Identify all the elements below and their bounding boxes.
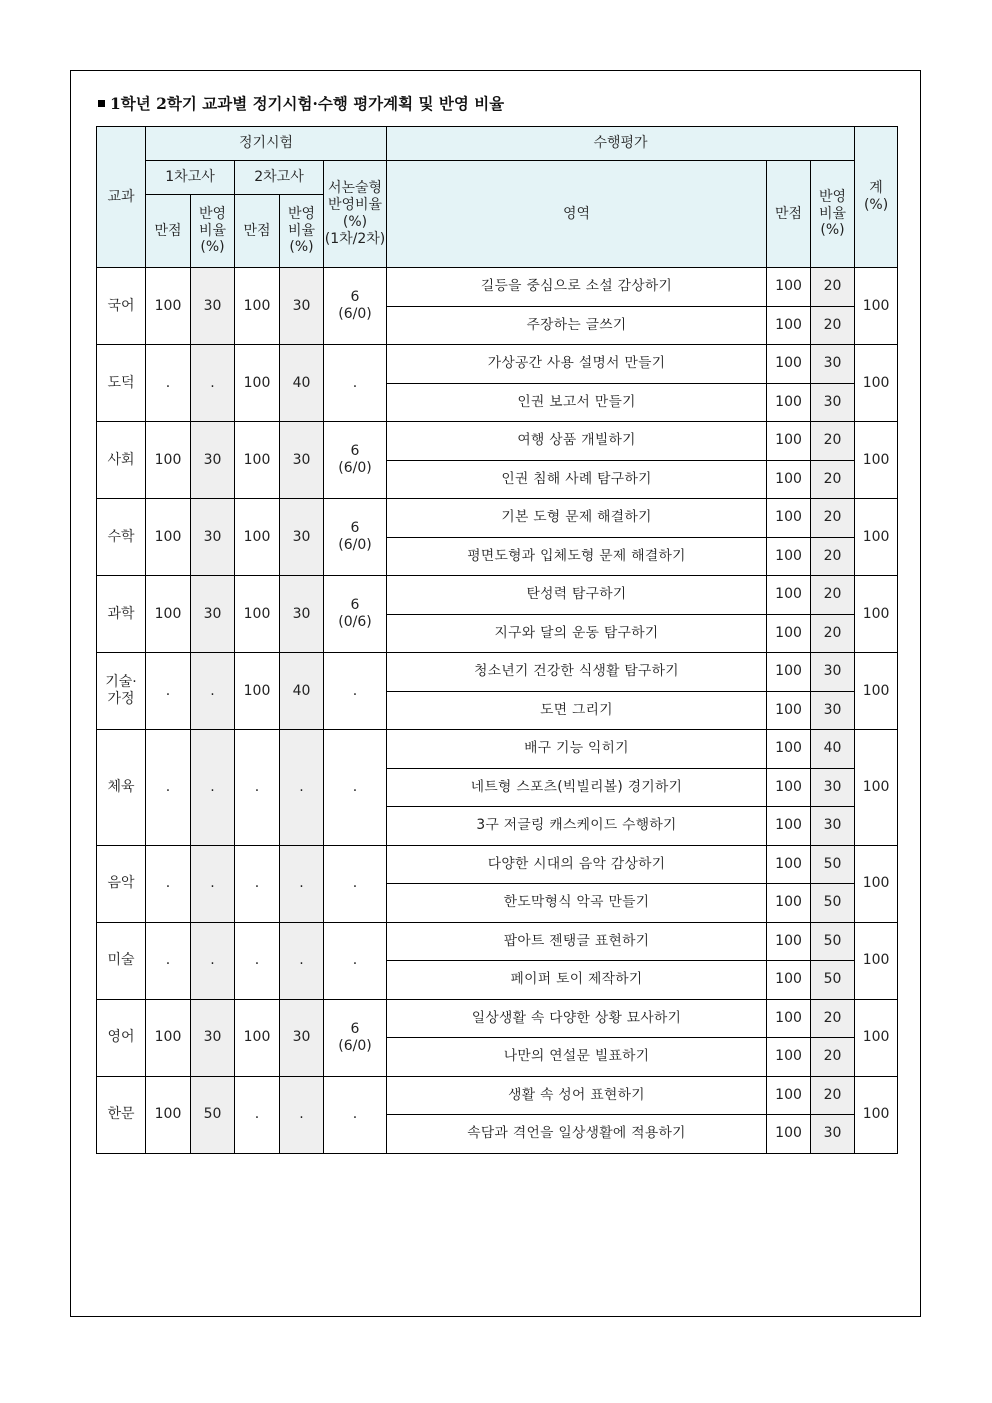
exam2-full-score: 100 (235, 268, 280, 345)
exam1-full-score: 100 (146, 499, 191, 576)
performance-ratio: 50 (811, 922, 855, 961)
subject-total: 100 (855, 922, 898, 999)
subject-name: 영어 (97, 999, 146, 1076)
subject-total: 100 (855, 845, 898, 922)
essay-ratio: 6 (6/0) (324, 268, 387, 345)
table-body (97, 268, 898, 1154)
performance-area: 평면도형과 입체도형 문제 해결하기 (387, 537, 767, 576)
exam2-full-score: 100 (235, 499, 280, 576)
subject-total: 100 (855, 268, 898, 345)
exam2-ratio: 30 (280, 499, 324, 576)
exam2-ratio: 30 (280, 268, 324, 345)
performance-area: 도면 그리기 (387, 691, 767, 730)
subject-name: 음악 (97, 845, 146, 922)
exam2-ratio: 40 (280, 345, 324, 422)
performance-ratio: 20 (811, 460, 855, 499)
performance-full-score: 100 (767, 999, 811, 1038)
subject-total: 100 (855, 653, 898, 730)
header-total: 계 (%) (855, 127, 898, 268)
performance-ratio: 30 (811, 653, 855, 692)
header-perf-full: 만점 (767, 161, 811, 268)
performance-full-score: 100 (767, 499, 811, 538)
header-exam1-full: 만점 (146, 195, 191, 268)
performance-area: 길등을 중심으로 소설 감상하기 (387, 268, 767, 307)
table-row (97, 268, 898, 307)
evaluation-table (96, 126, 898, 1154)
performance-full-score: 100 (767, 922, 811, 961)
performance-full-score: 100 (767, 1038, 811, 1077)
exam1-full-score: . (146, 653, 191, 730)
performance-full-score: 100 (767, 884, 811, 923)
performance-full-score: 100 (767, 537, 811, 576)
subject-name: 도덕 (97, 345, 146, 422)
essay-ratio: . (324, 1076, 387, 1153)
performance-area: 생활 속 성어 표현하기 (387, 1076, 767, 1115)
table-row (97, 499, 898, 538)
exam1-ratio: 30 (191, 268, 235, 345)
exam2-ratio: . (280, 922, 324, 999)
essay-ratio: . (324, 730, 387, 846)
performance-area: 다양한 시대의 음악 감상하기 (387, 845, 767, 884)
performance-area: 팝아트 젠탱글 표현하기 (387, 922, 767, 961)
exam1-ratio: 30 (191, 499, 235, 576)
performance-full-score: 100 (767, 345, 811, 384)
performance-area: 일상생활 속 다양한 상황 묘사하기 (387, 999, 767, 1038)
subject-total: 100 (855, 1076, 898, 1153)
exam2-ratio: 40 (280, 653, 324, 730)
subject-name: 수학 (97, 499, 146, 576)
performance-ratio: 20 (811, 614, 855, 653)
performance-area: 기본 도형 문제 해결하기 (387, 499, 767, 538)
header-perf-ratio: 반영 비율 (%) (811, 161, 855, 268)
performance-ratio: 30 (811, 1115, 855, 1154)
performance-area: 주장하는 글쓰기 (387, 306, 767, 345)
exam1-ratio: 30 (191, 999, 235, 1076)
performance-full-score: 100 (767, 845, 811, 884)
essay-ratio: 6 (0/6) (324, 576, 387, 653)
exam1-ratio: 50 (191, 1076, 235, 1153)
header-area: 영역 (387, 161, 767, 268)
table-row (97, 999, 898, 1038)
performance-ratio: 30 (811, 807, 855, 846)
exam2-full-score: . (235, 1076, 280, 1153)
performance-full-score: 100 (767, 961, 811, 1000)
table-row (97, 1076, 898, 1115)
performance-ratio: 30 (811, 345, 855, 384)
essay-ratio: 6 (6/0) (324, 422, 387, 499)
performance-area: 배구 기능 익히기 (387, 730, 767, 769)
exam1-full-score: 100 (146, 422, 191, 499)
performance-area: 나만의 연설문 빌표하기 (387, 1038, 767, 1077)
header-exam2-ratio: 반영 비율 (%) (280, 195, 324, 268)
performance-full-score: 100 (767, 807, 811, 846)
table-row (97, 922, 898, 961)
subject-total: 100 (855, 576, 898, 653)
exam1-full-score: . (146, 345, 191, 422)
performance-ratio: 20 (811, 306, 855, 345)
subject-name: 체육 (97, 730, 146, 846)
performance-area: 인권 침해 사례 탐구하기 (387, 460, 767, 499)
square-bullet-icon (98, 100, 105, 107)
header-regular-exam: 정기시험 (146, 127, 387, 161)
table-row (97, 730, 898, 769)
exam1-full-score: 100 (146, 999, 191, 1076)
exam1-full-score: 100 (146, 576, 191, 653)
performance-ratio: 50 (811, 961, 855, 1000)
performance-ratio: 40 (811, 730, 855, 769)
subject-total: 100 (855, 730, 898, 846)
subject-name: 사회 (97, 422, 146, 499)
performance-full-score: 100 (767, 653, 811, 692)
header-exam2: 2차고사 (235, 161, 324, 195)
subject-total: 100 (855, 499, 898, 576)
performance-full-score: 100 (767, 691, 811, 730)
exam2-full-score: 100 (235, 576, 280, 653)
performance-area: 인권 보고서 만들기 (387, 383, 767, 422)
exam1-ratio: . (191, 345, 235, 422)
performance-ratio: 20 (811, 422, 855, 461)
table-header (97, 127, 898, 268)
exam2-ratio: 30 (280, 422, 324, 499)
performance-area: 페이퍼 토이 제작하기 (387, 961, 767, 1000)
subject-total: 100 (855, 999, 898, 1076)
essay-ratio: . (324, 922, 387, 999)
performance-area: 한도막형식 악곡 만들기 (387, 884, 767, 923)
subject-name: 기술· 가정 (97, 653, 146, 730)
exam1-full-score: 100 (146, 268, 191, 345)
performance-full-score: 100 (767, 422, 811, 461)
header-performance: 수행평가 (387, 127, 855, 161)
header-exam1-ratio: 반영 비율 (%) (191, 195, 235, 268)
exam1-ratio: . (191, 922, 235, 999)
performance-ratio: 30 (811, 691, 855, 730)
performance-ratio: 20 (811, 499, 855, 538)
subject-name: 한문 (97, 1076, 146, 1153)
table-row (97, 845, 898, 884)
exam2-full-score: 100 (235, 345, 280, 422)
performance-area: 가상공간 사용 설명서 만들기 (387, 345, 767, 384)
exam1-full-score: 100 (146, 1076, 191, 1153)
performance-full-score: 100 (767, 768, 811, 807)
exam2-full-score: . (235, 922, 280, 999)
performance-full-score: 100 (767, 383, 811, 422)
header-subject: 교과 (97, 127, 146, 268)
exam2-full-score: 100 (235, 422, 280, 499)
performance-full-score: 100 (767, 576, 811, 615)
performance-ratio: 30 (811, 383, 855, 422)
performance-ratio: 20 (811, 1038, 855, 1077)
exam2-full-score: 100 (235, 653, 280, 730)
exam2-full-score: . (235, 845, 280, 922)
essay-ratio: . (324, 345, 387, 422)
performance-full-score: 100 (767, 268, 811, 307)
performance-ratio: 20 (811, 268, 855, 307)
performance-area: 3구 저글링 캐스케이드 수행하기 (387, 807, 767, 846)
performance-ratio: 20 (811, 1076, 855, 1115)
performance-area: 탄성력 탐구하기 (387, 576, 767, 615)
subject-total: 100 (855, 422, 898, 499)
subject-name: 과학 (97, 576, 146, 653)
exam1-ratio: . (191, 730, 235, 846)
performance-ratio: 20 (811, 999, 855, 1038)
table-row (97, 345, 898, 384)
subject-total: 100 (855, 345, 898, 422)
performance-ratio: 20 (811, 537, 855, 576)
performance-ratio: 50 (811, 884, 855, 923)
performance-full-score: 100 (767, 1076, 811, 1115)
header-exam1: 1차고사 (146, 161, 235, 195)
table-row (97, 576, 898, 615)
exam1-ratio: . (191, 653, 235, 730)
exam2-ratio: 30 (280, 999, 324, 1076)
performance-full-score: 100 (767, 1115, 811, 1154)
performance-full-score: 100 (767, 306, 811, 345)
exam1-full-score: . (146, 845, 191, 922)
exam2-full-score: 100 (235, 999, 280, 1076)
page-title (98, 92, 504, 114)
performance-ratio: 50 (811, 845, 855, 884)
performance-area: 청소년기 건강한 식생활 탐구하기 (387, 653, 767, 692)
subject-name: 미술 (97, 922, 146, 999)
exam1-ratio: . (191, 845, 235, 922)
exam1-full-score: . (146, 922, 191, 999)
performance-ratio: 20 (811, 576, 855, 615)
essay-ratio: . (324, 653, 387, 730)
performance-area: 지구와 달의 운동 탐구하기 (387, 614, 767, 653)
exam1-full-score: . (146, 730, 191, 846)
subject-name: 국어 (97, 268, 146, 345)
exam2-full-score: . (235, 730, 280, 846)
exam1-ratio: 30 (191, 576, 235, 653)
header-exam2-full: 만점 (235, 195, 280, 268)
table-row (97, 422, 898, 461)
exam2-ratio: . (280, 1076, 324, 1153)
exam2-ratio: 30 (280, 576, 324, 653)
exam1-ratio: 30 (191, 422, 235, 499)
performance-area: 네트형 스포츠(빅빌리볼) 경기하기 (387, 768, 767, 807)
performance-full-score: 100 (767, 460, 811, 499)
essay-ratio: 6 (6/0) (324, 499, 387, 576)
table-row (97, 653, 898, 692)
performance-full-score: 100 (767, 614, 811, 653)
performance-ratio: 30 (811, 768, 855, 807)
exam2-ratio: . (280, 845, 324, 922)
performance-area: 여행 상품 개빌하기 (387, 422, 767, 461)
essay-ratio: 6 (6/0) (324, 999, 387, 1076)
title-text: 1학년 2학기 교과별 정기시험·수행 평가계획 및 반영 비율 (110, 94, 505, 113)
exam2-ratio: . (280, 730, 324, 846)
essay-ratio: . (324, 845, 387, 922)
header-essay-ratio: 서논술형 반영비율 (%) (1차/2차) (324, 161, 387, 268)
performance-full-score: 100 (767, 730, 811, 769)
performance-area: 속담과 격언을 일상생활에 적용하기 (387, 1115, 767, 1154)
